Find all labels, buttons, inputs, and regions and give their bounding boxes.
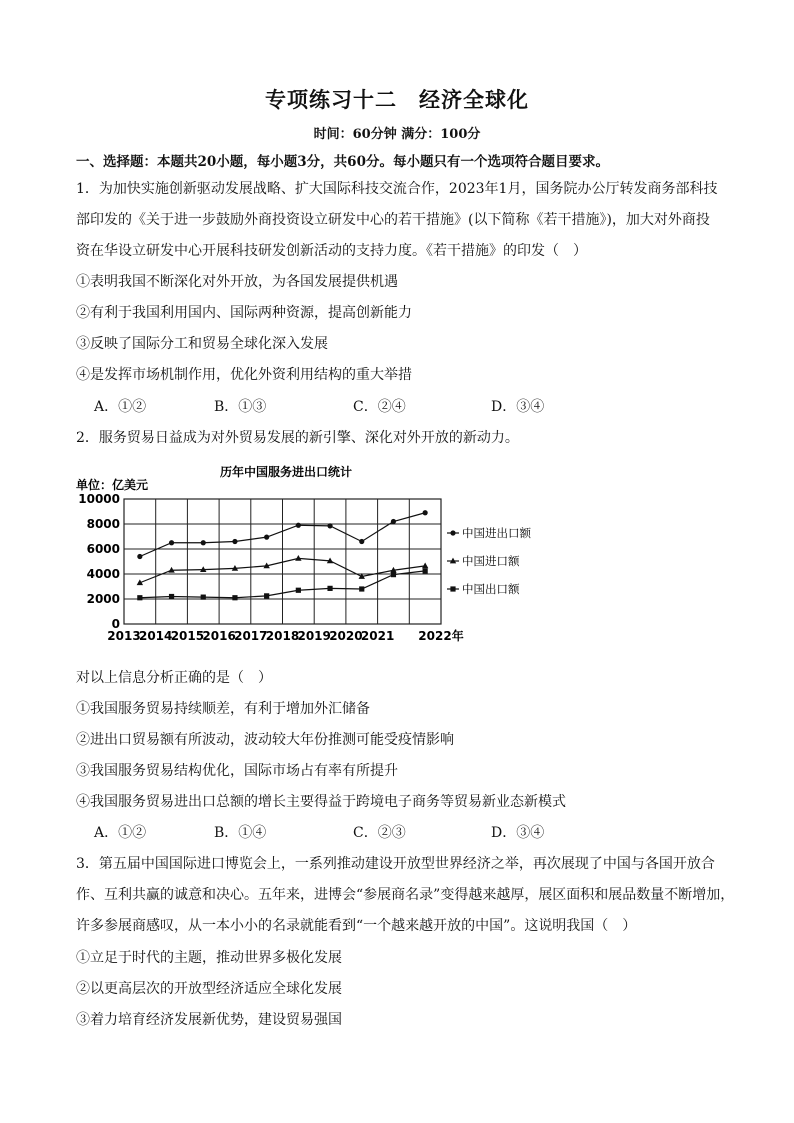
y-tick-label-1: 2000 — [86, 592, 120, 606]
series-2-point-2014 — [169, 594, 174, 599]
q1-stem-line-1: 1．为加快实施创新驱动发展战略、扩大国际科技交流合作，2023年1月，国务院办公厅转发商务部科技 — [76, 181, 718, 197]
x-tick-label-2018: 2018 — [265, 629, 300, 643]
x-tick-label-2013: 2013 — [107, 629, 141, 643]
legend-marker-2 — [450, 586, 455, 591]
y-tick-label-4: 8000 — [86, 517, 120, 531]
x-tick-label-2014: 2014 — [138, 629, 173, 643]
q1-item-1: ①表明我国不断深化对外开放，为各国发展提供机遇 — [76, 274, 398, 290]
service-trade-chart — [76, 458, 546, 644]
page-title: 专项练习十二 经济全球化 — [265, 87, 529, 112]
x-tick-label-2016: 2016 — [202, 629, 236, 643]
q3-stem-line-3: 许多参展商感叹，从一本小小的名录就能看到“一个越来越开放的中国”。这说明我国（ ） — [76, 918, 637, 934]
series-0-point-2014 — [169, 540, 174, 545]
q2-option-d[interactable]: D．③④ — [491, 825, 545, 841]
series-2-point-2022 — [423, 568, 428, 573]
chart-svg — [76, 458, 546, 644]
q2-item-3: ③我国服务贸易结构优化，国际市场占有率有所提升 — [76, 763, 398, 779]
chart-unit: 单位：亿美元 — [76, 478, 149, 492]
q2-item-2: ②进出口贸易额有所波动，波动较大年份推测可能受疫情影响 — [76, 732, 454, 748]
q2-item-4: ④我国服务贸易进出口总额的增长主要得益于跨境电子商务等贸易新业态新模式 — [76, 794, 566, 810]
x-tick-label-2017: 2017 — [234, 629, 268, 643]
series-0-point-2021 — [391, 519, 396, 524]
x-tick-label-2019: 2019 — [297, 629, 331, 643]
q1-option-a[interactable]: A．①② — [94, 399, 147, 415]
q1-item-3: ③反映了国际分工和贸易全球化深入发展 — [76, 336, 328, 352]
series-0-point-2018 — [296, 523, 301, 528]
chart-grid — [124, 499, 441, 624]
series-2-point-2013 — [137, 595, 142, 600]
series-2-point-2019 — [327, 586, 332, 591]
chart-axes — [78, 492, 463, 643]
series-1-point-2018 — [295, 555, 301, 561]
q3-stem-line-2: 作、互利共赢的诚意和决心。五年来，进博会“参展商名录”变得越来越厚，展区面积和展品数量不断增加， — [76, 887, 735, 903]
y-tick-label-5: 10000 — [78, 492, 120, 506]
series-0-point-2022 — [423, 510, 428, 515]
x-tick-label-last: 2022年 — [418, 629, 464, 643]
series-2-point-2017 — [264, 593, 269, 598]
series-2-point-2021 — [391, 572, 396, 577]
legend-label-0: 中国进出口额 — [462, 526, 531, 540]
series-0-point-2015 — [201, 540, 206, 545]
q3-item-3: ③着力培育经济发展新优势，建设贸易强国 — [76, 1012, 342, 1028]
q2-option-a[interactable]: A．①② — [94, 825, 147, 841]
legend-label-2: 中国出口额 — [462, 582, 520, 596]
time-score-info: 时间：60分钟 满分：100分 — [313, 127, 481, 142]
q2-prompt: 对以上信息分析正确的是（ ） — [76, 670, 272, 686]
series-2-point-2016 — [232, 595, 237, 600]
q3-stem-line-1: 3．第五届中国国际进口博览会上，一系列推动建设开放型世界经济之举，再次展现了中国与各国开放合 — [76, 856, 715, 872]
y-tick-label-0: 0 — [111, 617, 120, 631]
q1-stem-line-2: 部印发的《关于进一步鼓励外商投资设立研发中心的若干措施》(以下简称《若干措施》)，加大对外商投 — [76, 212, 710, 228]
y-tick-label-3: 6000 — [86, 542, 120, 556]
chart-title: 历年中国服务进出口统计 — [219, 465, 353, 479]
q2-option-c[interactable]: C．②③ — [353, 825, 406, 841]
q2-stem: 2．服务贸易日益成为对外贸易发展的新引擎、深化对外开放的新动力。 — [76, 430, 519, 446]
y-tick-label-2: 4000 — [86, 567, 120, 581]
series-1-point-2022 — [422, 562, 428, 568]
x-tick-label-2021: 2021 — [360, 629, 395, 643]
series-0-point-2017 — [264, 535, 269, 540]
legend-marker-0 — [450, 530, 455, 535]
q3-item-2: ②以更高层次的开放型经济适应全球化发展 — [76, 981, 342, 997]
series-2-point-2020 — [359, 586, 364, 591]
q1-option-d[interactable]: D．③④ — [491, 399, 545, 415]
series-0-point-2020 — [359, 539, 364, 544]
series-0-point-2016 — [232, 539, 237, 544]
series-0-point-2019 — [327, 523, 332, 528]
q1-option-b[interactable]: B．①③ — [214, 399, 267, 415]
chart-legend — [447, 526, 531, 596]
series-2-point-2015 — [201, 595, 206, 600]
series-2-point-2018 — [296, 588, 301, 593]
x-tick-label-2015: 2015 — [170, 629, 205, 643]
legend-label-1: 中国进口额 — [462, 554, 520, 568]
q3-item-1: ①立足于时代的主题，推动世界多极化发展 — [76, 950, 342, 966]
q2-item-1: ①我国服务贸易持续顺差，有利于增加外汇储备 — [76, 701, 370, 717]
q1-item-4: ④是发挥市场机制作用，优化外资利用结构的重大举措 — [76, 367, 412, 383]
x-tick-label-2020: 2020 — [329, 629, 363, 643]
q2-option-b[interactable]: B．①④ — [214, 825, 267, 841]
q1-option-c[interactable]: C．②④ — [353, 399, 406, 415]
q1-item-2: ②有利于我国利用国内、国际两种资源，提高创新能力 — [76, 305, 412, 321]
q1-stem-line-3: 资在华设立研发中心开展科技研发创新活动的支持力度。《若干措施》的印发（ ） — [76, 243, 587, 259]
series-0-point-2013 — [137, 554, 142, 559]
section-heading: 一、选择题：本题共20小题，每小题3分，共60分。每小题只有一个选项符合题目要求。 — [76, 154, 609, 170]
